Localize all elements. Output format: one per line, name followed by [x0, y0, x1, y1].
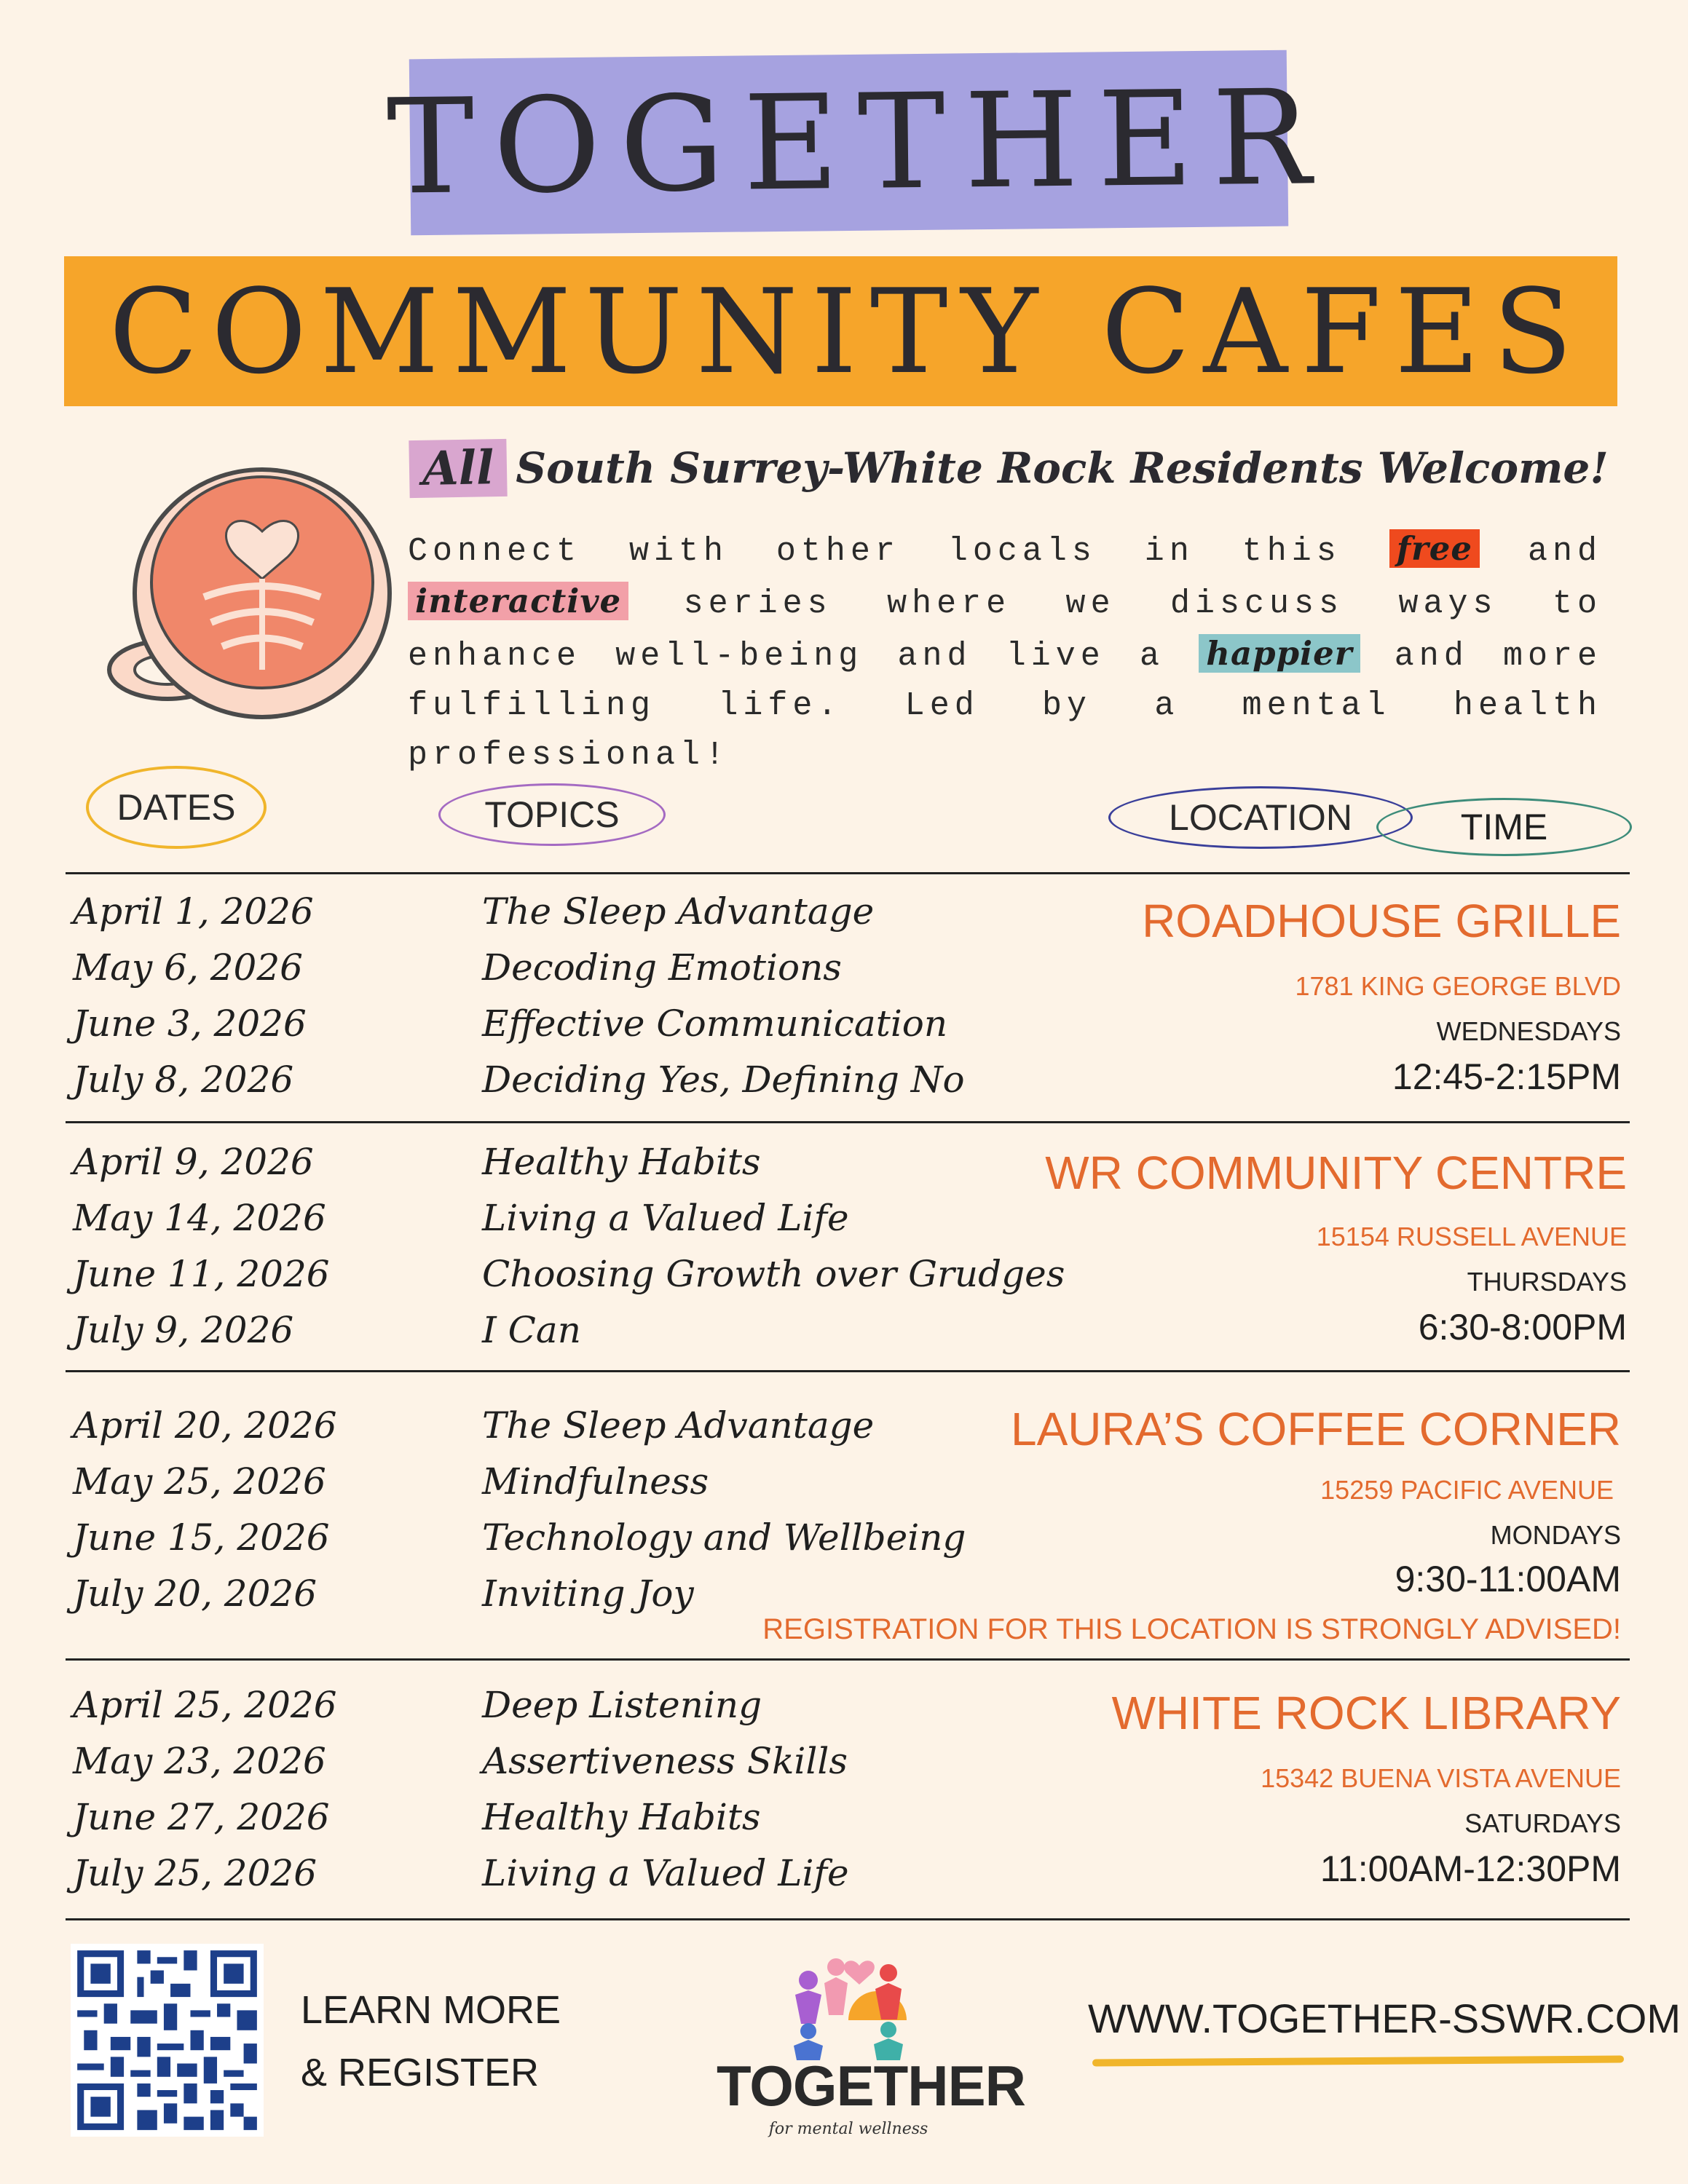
date-list	[73, 884, 451, 1108]
venue-name: LAURA’S COFFEE CORNER	[1010, 1403, 1621, 1455]
session-time: 6:30-8:00PM	[1418, 1307, 1627, 1348]
topic-item: Mindfulness	[482, 1460, 709, 1503]
learn-more-label: LEARN MORE	[301, 1988, 561, 2032]
coffee-cup-icon	[80, 451, 408, 728]
intro-part2: and	[1527, 533, 1602, 570]
date-item: April 25, 2026	[73, 1684, 337, 1726]
topic-item: Deep Listening	[482, 1684, 762, 1726]
welcome-line	[409, 435, 1609, 501]
venue-name: WHITE ROCK LIBRARY	[1111, 1687, 1621, 1739]
venue-name: WR COMMUNITY CENTRE	[1045, 1147, 1627, 1199]
together-logo-icon	[717, 1951, 1025, 2148]
title-banner-community-cafes	[64, 256, 1617, 406]
logo-wordmark: TOGETHER	[717, 2054, 1025, 2118]
topic-item: Choosing Growth over Grudges	[482, 1253, 1065, 1295]
session-time: 12:45-2:15PM	[1392, 1056, 1621, 1097]
date-item: June 11, 2026	[73, 1253, 330, 1295]
logo-figures-icon	[779, 1951, 918, 2060]
website-link[interactable]: WWW.TOGETHER-SSWR.COM	[1088, 1995, 1681, 2041]
divider	[66, 872, 1630, 874]
topic-item: Deciding Yes, Defining No	[482, 1059, 965, 1101]
tag-happier: happier	[1199, 634, 1360, 673]
date-item: June 27, 2026	[73, 1796, 330, 1838]
topic-item: Decoding Emotions	[482, 946, 842, 989]
topic-item: Technology and Wellbeing	[482, 1516, 966, 1559]
qr-code-icon[interactable]	[71, 1944, 264, 2137]
topic-item: Inviting Joy	[482, 1572, 694, 1615]
welcome-text: South Surrey-White Rock Residents Welcome!	[516, 443, 1609, 493]
tag-interactive: interactive	[408, 582, 628, 620]
header-topics: TOPICS	[438, 783, 666, 846]
learn-more-register	[301, 1979, 561, 2104]
venue-name: ROADHOUSE GRILLE	[1142, 895, 1621, 947]
session-block-wr-community-centre	[66, 1134, 1630, 1374]
topic-item: I Can	[482, 1309, 581, 1351]
date-item: July 8, 2026	[73, 1059, 294, 1101]
date-item: June 3, 2026	[73, 1002, 307, 1045]
url-underline	[1092, 2055, 1624, 2066]
topic-item: Assertiveness Skills	[482, 1740, 848, 1782]
session-block-lauras-coffee-corner	[66, 1398, 1630, 1660]
session-day: WEDNESDAYS	[1436, 1016, 1621, 1046]
venue-address: 15342 BUENA VISTA AVENUE	[1261, 1763, 1621, 1793]
tag-free: free	[1389, 529, 1480, 568]
title-banner-together	[386, 50, 1330, 236]
header-dates: DATES	[86, 766, 267, 849]
register-label: & REGISTER	[301, 2051, 540, 2094]
topic-item: Effective Communication	[482, 1002, 948, 1045]
venue-address: 1781 KING GEORGE BLVD	[1295, 971, 1621, 1001]
session-day: THURSDAYS	[1467, 1267, 1627, 1297]
intro-paragraph	[408, 524, 1602, 780]
date-list	[73, 1398, 451, 1622]
page-title-line1: TOGETHER	[386, 61, 1330, 224]
date-item: May 23, 2026	[73, 1740, 326, 1782]
intro-part4: and more fulfilling life. Led by a mental health professional!	[408, 638, 1602, 774]
registration-note: REGISTRATION FOR THIS LOCATION IS STRONGLY ADVISED!	[762, 1613, 1621, 1645]
date-item: May 6, 2026	[73, 946, 303, 989]
topic-list	[482, 884, 1137, 1108]
date-list	[73, 1677, 451, 1902]
welcome-highlight: All	[409, 438, 508, 497]
venue-address: 15259 PACIFIC AVENUE	[1320, 1475, 1614, 1505]
session-day: MONDAYS	[1490, 1520, 1621, 1550]
topic-list	[482, 1677, 1137, 1902]
date-item: April 1, 2026	[73, 890, 314, 933]
session-time: 9:30-11:00AM	[1395, 1559, 1621, 1599]
session-block-roadhouse	[66, 884, 1630, 1124]
session-block-white-rock-library	[66, 1677, 1630, 1918]
header-time: TIME	[1376, 798, 1632, 856]
date-list	[73, 1134, 451, 1358]
topic-item: Healthy Habits	[482, 1141, 761, 1183]
venue-address: 15154 RUSSELL AVENUE	[1316, 1222, 1627, 1251]
date-item: July 20, 2026	[73, 1572, 318, 1615]
intro-part1: Connect with other locals in this	[408, 533, 1341, 570]
date-item: July 9, 2026	[73, 1309, 294, 1351]
header-location: LOCATION	[1108, 786, 1413, 849]
intro-part3: series where we discuss ways to enhance well-being and live a	[408, 585, 1602, 675]
date-item: June 15, 2026	[73, 1516, 330, 1559]
session-time: 11:00AM-12:30PM	[1320, 1848, 1621, 1889]
topic-list	[482, 1134, 1137, 1358]
logo-tagline: for mental wellness	[768, 2120, 928, 2138]
topic-item: Healthy Habits	[482, 1796, 761, 1838]
topic-item: Living a Valued Life	[482, 1852, 849, 1894]
divider	[66, 1918, 1630, 1920]
topic-item: Living a Valued Life	[482, 1197, 849, 1239]
topic-item: The Sleep Advantage	[482, 1404, 875, 1447]
date-item: May 14, 2026	[73, 1197, 326, 1239]
page-title-line2: COMMUNITY CAFES	[109, 263, 1586, 400]
date-item: April 9, 2026	[73, 1141, 314, 1183]
date-item: May 25, 2026	[73, 1460, 326, 1503]
topic-item: The Sleep Advantage	[482, 890, 875, 933]
date-item: July 25, 2026	[73, 1852, 318, 1894]
session-day: SATURDAYS	[1464, 1808, 1621, 1838]
date-item: April 20, 2026	[73, 1404, 337, 1447]
